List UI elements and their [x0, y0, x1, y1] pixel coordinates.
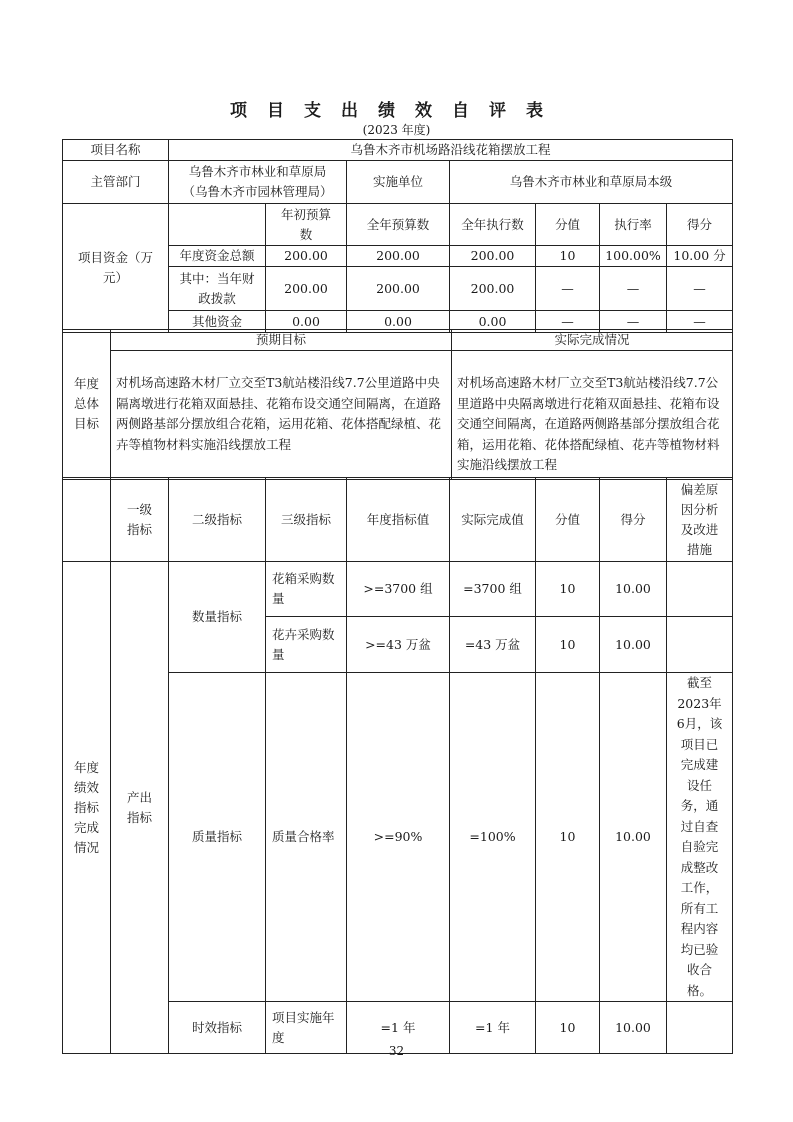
project-info-table — [62, 139, 733, 333]
dept-label: 主管部门 — [63, 161, 169, 204]
indicators-header-row — [63, 478, 733, 562]
funds-cell: 0.00 — [347, 311, 450, 333]
indicator-score: 10.00 — [600, 1002, 667, 1054]
indicator-level3: 质量合格率 — [266, 673, 347, 1002]
funds-label: 项目资金（万元） — [63, 204, 169, 333]
funds-cell: — — [667, 267, 733, 311]
funds-header-1: 全年预算数 — [347, 204, 450, 246]
dept-line1: 乌鲁木齐市林业和草原局 — [188, 164, 327, 179]
funds-cell: 200.00 — [266, 267, 347, 311]
indicator-note — [667, 562, 733, 617]
funds-cell: 200.00 — [450, 267, 536, 311]
indicators-level1: 产出指标 — [111, 562, 169, 1054]
funds-row-label: 其他资金 — [169, 311, 266, 333]
funds-row-label: 年度资金总额 — [169, 246, 266, 267]
indicator-target: >=90% — [347, 673, 450, 1002]
indicator-target: =1 年 — [347, 1002, 450, 1054]
funds-cell: 0.00 — [450, 311, 536, 333]
goals-expected-text: 对机场高速路木材厂立交至T3航站楼沿线7.7公里道路中央隔离墩进行花箱双面悬挂、花箱布设交通空间隔离，在道路两侧路基部分摆放组合花箱，运用花箱、花体搭配绿植、花卉等植物材料实施沿线摆放工程 — [111, 351, 452, 480]
funds-cell: 10.00 分 — [667, 246, 733, 267]
indicators-header-note: 偏差原因分析及改进措施 — [667, 478, 733, 562]
dept-value — [169, 161, 347, 204]
goals-expected-label: 预期目标 — [111, 330, 452, 351]
funds-cell: 100.00% — [600, 246, 667, 267]
impl-label: 实施单位 — [347, 161, 450, 204]
funds-cell: 200.00 — [347, 246, 450, 267]
page-subtitle: (2023 年度) — [362, 123, 431, 137]
goals-actual-label: 实际完成情况 — [452, 330, 733, 351]
funds-cell: 200.00 — [450, 246, 536, 267]
page-number: 32 — [388, 1044, 405, 1058]
indicators-header-level3: 三级指标 — [266, 478, 347, 562]
indicator-actual: =3700 组 — [450, 562, 536, 617]
goals-actual-text: 对机场高速路木材厂立交至T3航站楼沿线7.7公里道路中央隔离墩进行花箱双面悬挂、花箱布设交通空间隔离，在道路两侧路基部分摆放组合花箱，运用花箱、花体搭配绿植、花卉等植物材料实施沿线摆放工程 — [452, 351, 733, 480]
dept-line2: （乌鲁木齐市园林管理局） — [182, 184, 333, 199]
indicators-header-target: 年度指标值 — [347, 478, 450, 562]
indicators-header-weight: 分值 — [536, 478, 600, 562]
funds-cell: — — [600, 311, 667, 333]
project-name-label: 项目名称 — [63, 140, 169, 161]
indicator-weight: 10 — [536, 617, 600, 673]
project-name: 乌鲁木齐市机场路沿线花箱摆放工程 — [169, 140, 733, 161]
indicator-score: 10.00 — [600, 673, 667, 1002]
indicators-section-label: 年度绩效指标完成情况 — [63, 562, 111, 1054]
funds-cell: — — [536, 311, 600, 333]
indicator-actual: =43 万盆 — [450, 617, 536, 673]
indicator-level3: 花箱采购数量 — [266, 562, 347, 617]
goals-label: 年度总体目标 — [63, 330, 111, 480]
indicator-actual: =1 年 — [450, 1002, 536, 1054]
page-title: 项目支出绩效自评表 — [230, 101, 563, 121]
goals-table — [62, 329, 733, 480]
indicator-note — [667, 617, 733, 673]
indicator-row — [63, 562, 733, 617]
indicator-note: 截至2023年6月，该项目已完成建设任务，通过自查自验完成整改工作，所有工程内容均已验收合格。 — [667, 673, 733, 1002]
funds-header-empty — [169, 204, 266, 246]
impl-value: 乌鲁木齐市林业和草原局本级 — [450, 161, 733, 204]
funds-header-5: 得分 — [667, 204, 733, 246]
funds-cell: — — [600, 267, 667, 311]
indicator-weight: 10 — [536, 1002, 600, 1054]
funds-cell: 200.00 — [266, 246, 347, 267]
funds-header-3: 分值 — [536, 204, 600, 246]
indicator-target: >=43 万盆 — [347, 617, 450, 673]
indicator-weight: 10 — [536, 673, 600, 1002]
funds-cell: 0.00 — [266, 311, 347, 333]
indicator-weight: 10 — [536, 562, 600, 617]
funds-header-2: 全年执行数 — [450, 204, 536, 246]
indicators-header-score: 得分 — [600, 478, 667, 562]
indicator-level3: 项目实施年度 — [266, 1002, 347, 1054]
funds-header-0: 年初预算数 — [266, 204, 347, 246]
funds-cell: — — [536, 267, 600, 311]
indicators-header-level2: 二级指标 — [169, 478, 266, 562]
funds-cell: — — [667, 311, 733, 333]
funds-cell: 200.00 — [347, 267, 450, 311]
indicators-header-actual: 实际完成值 — [450, 478, 536, 562]
indicator-level2: 时效指标 — [169, 1002, 266, 1054]
indicator-target: >=3700 组 — [347, 562, 450, 617]
funds-row-label: 其中：当年财政拨款 — [169, 267, 266, 311]
indicator-level2: 数量指标 — [169, 562, 266, 673]
indicator-actual: =100% — [450, 673, 536, 1002]
indicators-header-empty — [63, 478, 111, 562]
indicators-table — [62, 477, 733, 1054]
funds-cell: 10 — [536, 246, 600, 267]
indicators-header-level1: 一级指标 — [111, 478, 169, 562]
indicator-score: 10.00 — [600, 617, 667, 673]
funds-header-4: 执行率 — [600, 204, 667, 246]
indicator-level3: 花卉采购数量 — [266, 617, 347, 673]
indicator-score: 10.00 — [600, 562, 667, 617]
indicator-level2: 质量指标 — [169, 673, 266, 1002]
